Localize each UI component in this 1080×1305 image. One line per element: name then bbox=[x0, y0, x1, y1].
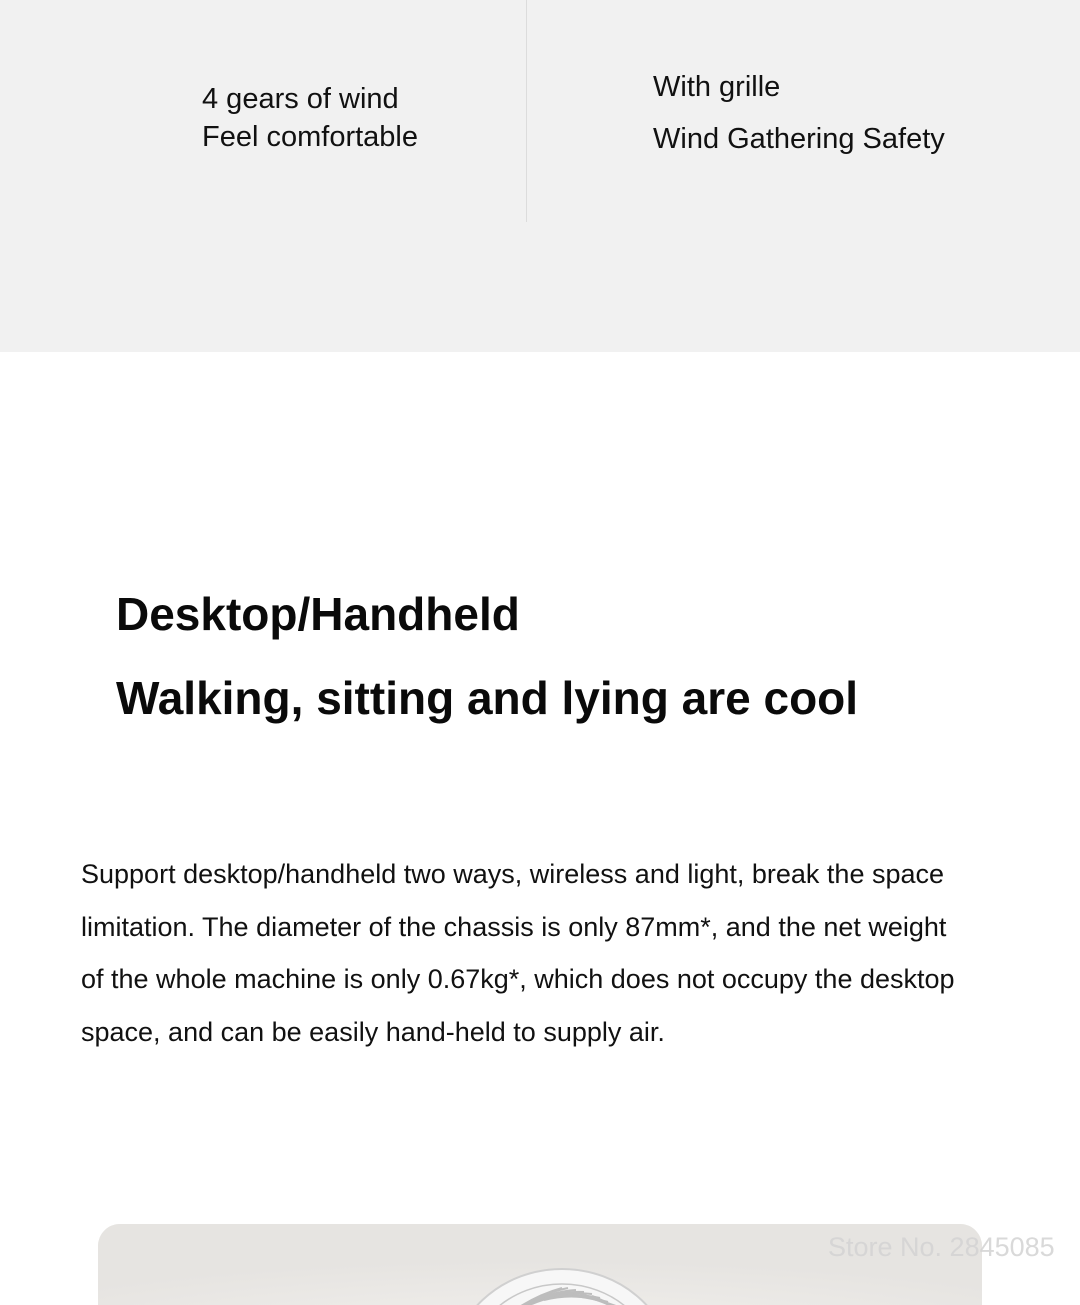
feature-wind-gears-title: 4 gears of wind bbox=[202, 83, 399, 115]
feature-grille-title: With grille bbox=[653, 71, 781, 103]
section-headline bbox=[116, 586, 858, 726]
feature-grille bbox=[653, 68, 945, 158]
body-line: limitation. The diameter of the chassis is only 87mm*, and the net weight bbox=[81, 911, 947, 942]
headline-subtitle: Walking, sitting and lying are cool bbox=[116, 672, 859, 724]
headline-title: Desktop/Handheld bbox=[116, 588, 520, 640]
feature-grille-subtitle: Wind Gathering Safety bbox=[653, 123, 945, 155]
feature-wind-gears-subtitle: Feel comfortable bbox=[202, 121, 418, 153]
body-line: space, and can be easily hand-held to supply air. bbox=[81, 1016, 665, 1047]
body-line: Support desktop/handheld two ways, wireless and light, break the space bbox=[81, 859, 945, 889]
feature-band bbox=[0, 0, 1080, 352]
body-line: of the whole machine is only 0.67kg*, which does not occupy the desktop bbox=[81, 964, 955, 994]
feature-wind-gears bbox=[202, 80, 418, 156]
body-description bbox=[81, 848, 1041, 1058]
store-watermark: Store No. 2845085 bbox=[828, 1232, 1055, 1262]
feature-divider bbox=[526, 0, 527, 222]
